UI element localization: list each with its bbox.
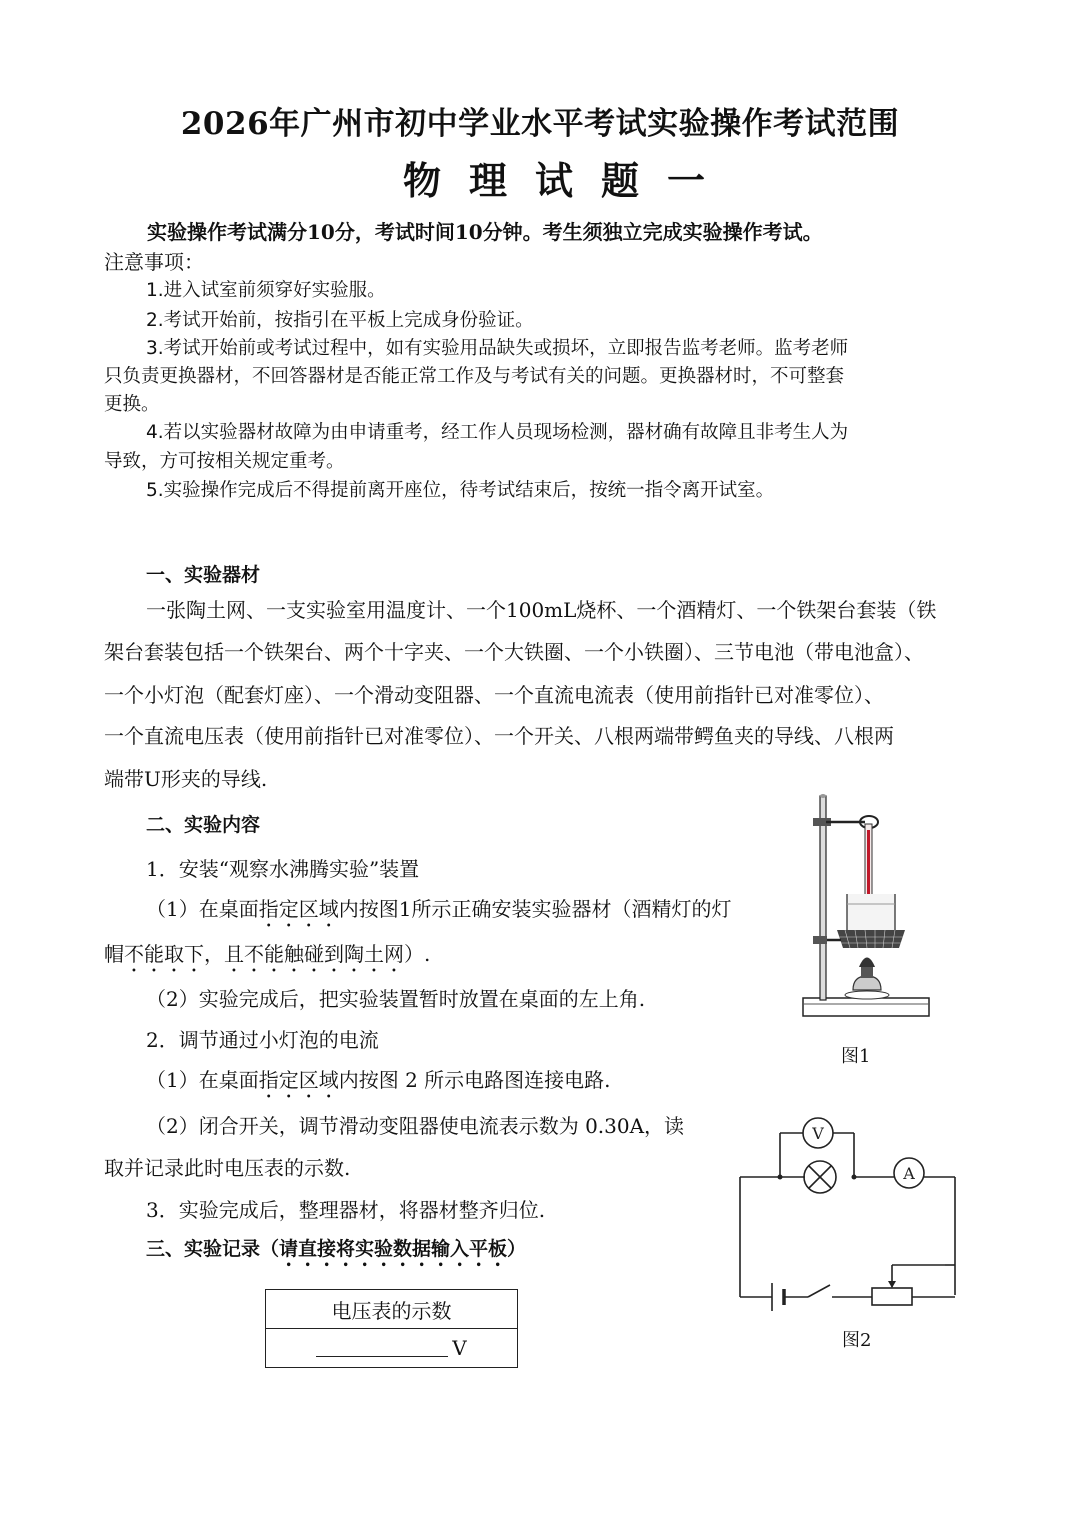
emphasis-text: 指定区域 — [258, 897, 339, 921]
voltmeter-letter: V — [812, 1124, 824, 1143]
notice-line: 只负责更换器材，不回答器材是否能正常工作及与考试有关的问题。更换器材时，不可整套 — [104, 366, 845, 387]
section2-heading: 二、实验内容 — [146, 814, 261, 836]
notice-line: 2.考试开始前，按指引在平板上完成身份验证。 — [146, 310, 534, 331]
junction-dot — [778, 1175, 783, 1180]
notice-line: 更换。 — [104, 394, 160, 415]
lamp-base — [845, 991, 889, 999]
slider-arrow — [888, 1281, 896, 1288]
intro-text: 实验操作考试满分10分，考试时间10分钟。考生须独立完成实验操作考试。 — [147, 220, 823, 244]
section1-line: 一张陶土网、一支实验室用温度计、一个100mL烧杯、一个酒精灯、一个铁架台套装（铁 — [146, 598, 937, 622]
notice-heading: 注意事项： — [104, 250, 204, 274]
figure1-label: 图1 — [841, 1046, 871, 1067]
section1-line: 一个直流电压表（使用前指针已对准零位）、一个开关、八根两端带鳄鱼夹的导线、八根两 — [104, 724, 894, 748]
section1-heading: 一、实验器材 — [146, 564, 261, 586]
ring-clamp — [813, 936, 827, 944]
text-run: 三、实验记录（ — [146, 1238, 280, 1260]
step-1-1-cont — [104, 938, 430, 977]
page-title: 2026年广州市初中学业水平考试实验操作考试范围 — [180, 106, 900, 142]
figure2-circuit — [730, 1115, 980, 1320]
step-2-2-cont: 取并记录此时电压表的示数. — [104, 1156, 351, 1180]
notice-line: 1.进入试室前须穿好实验服。 — [146, 280, 386, 301]
emphasis-text: 指定区域 — [258, 1068, 339, 1092]
step-1-1 — [146, 893, 731, 932]
table-header-cell: 电压表的示数 — [266, 1290, 518, 1329]
junction-dot — [852, 1175, 857, 1180]
step-1: 1．安装“观察水沸腾实验”装置 — [146, 857, 420, 881]
voltage-input-cell[interactable] — [266, 1329, 518, 1368]
text-run: 帽 — [104, 942, 124, 966]
lamp-cap — [859, 958, 875, 968]
switch-blade — [808, 1285, 830, 1297]
text-run: ）. — [404, 942, 431, 966]
step-3: 3．实验完成后，整理器材，将器材整齐归位. — [146, 1198, 546, 1222]
step-1-2: （2）实验完成后，把实验装置暂时放置在桌面的左上角. — [146, 987, 646, 1011]
step-2: 2．调节通过小灯泡的电流 — [146, 1028, 379, 1052]
rheostat-body — [872, 1288, 912, 1305]
step-2-1 — [146, 1064, 611, 1103]
text-run: ） — [507, 1238, 527, 1260]
stand-base — [803, 998, 929, 1016]
emphasis-text: 请直接将实验数据输入平板 — [279, 1238, 508, 1260]
section3-heading — [146, 1234, 526, 1271]
page-subtitle: 物理试题一 — [402, 158, 733, 203]
section1-line: 架台套装包括一个铁架台、两个十字夹、一个大铁圈、一个小铁圈）、三节电池（带电池盒）、 — [104, 640, 924, 664]
record-table — [265, 1289, 518, 1368]
text-run: 内按图 2 所示电路图连接电路. — [338, 1068, 611, 1092]
text-run: （1）在桌面 — [146, 1068, 259, 1092]
rod-cap — [820, 794, 826, 798]
figure1-apparatus — [795, 790, 940, 1035]
ammeter-letter: A — [903, 1164, 915, 1183]
text-run: （1）在桌面 — [146, 897, 259, 921]
unit-label: V — [452, 1336, 467, 1360]
notice-line: 5.实验操作完成后不得提前离开座位，待考试结束后，按统一指令离开试室。 — [146, 480, 775, 501]
emphasis-text: 不能取下，且不能触碰到陶土网 — [124, 942, 404, 966]
text-run: 内按图1所示正确安装实验器材（酒精灯的灯 — [338, 897, 732, 921]
figure2-label: 图2 — [842, 1330, 872, 1351]
step-2-2: （2）闭合开关，调节滑动变阻器使电流表示数为 0.30A，读 — [146, 1114, 685, 1138]
answer-blank[interactable] — [316, 1336, 448, 1357]
alcohol-lamp — [853, 976, 881, 990]
section1-line: 一个小灯泡（配套灯座）、一个滑动变阻器、一个直流电流表（使用前指针已对准零位）、 — [104, 683, 884, 707]
notice-line: 4.若以实验器材故障为由申请重考，经工作人员现场检测，器材确有故障且非考生人为 — [146, 422, 849, 443]
section1-line: 端带U形夹的导线. — [104, 767, 268, 791]
stand-rod — [820, 796, 826, 1000]
lamp-neck — [861, 966, 873, 978]
notice-line: 导致，方可按相关规定重考。 — [104, 451, 345, 472]
notice-line: 3.考试开始前或考试过程中，如有实验用品缺失或损坏，立即报告监考老师。监考老师 — [146, 338, 849, 359]
